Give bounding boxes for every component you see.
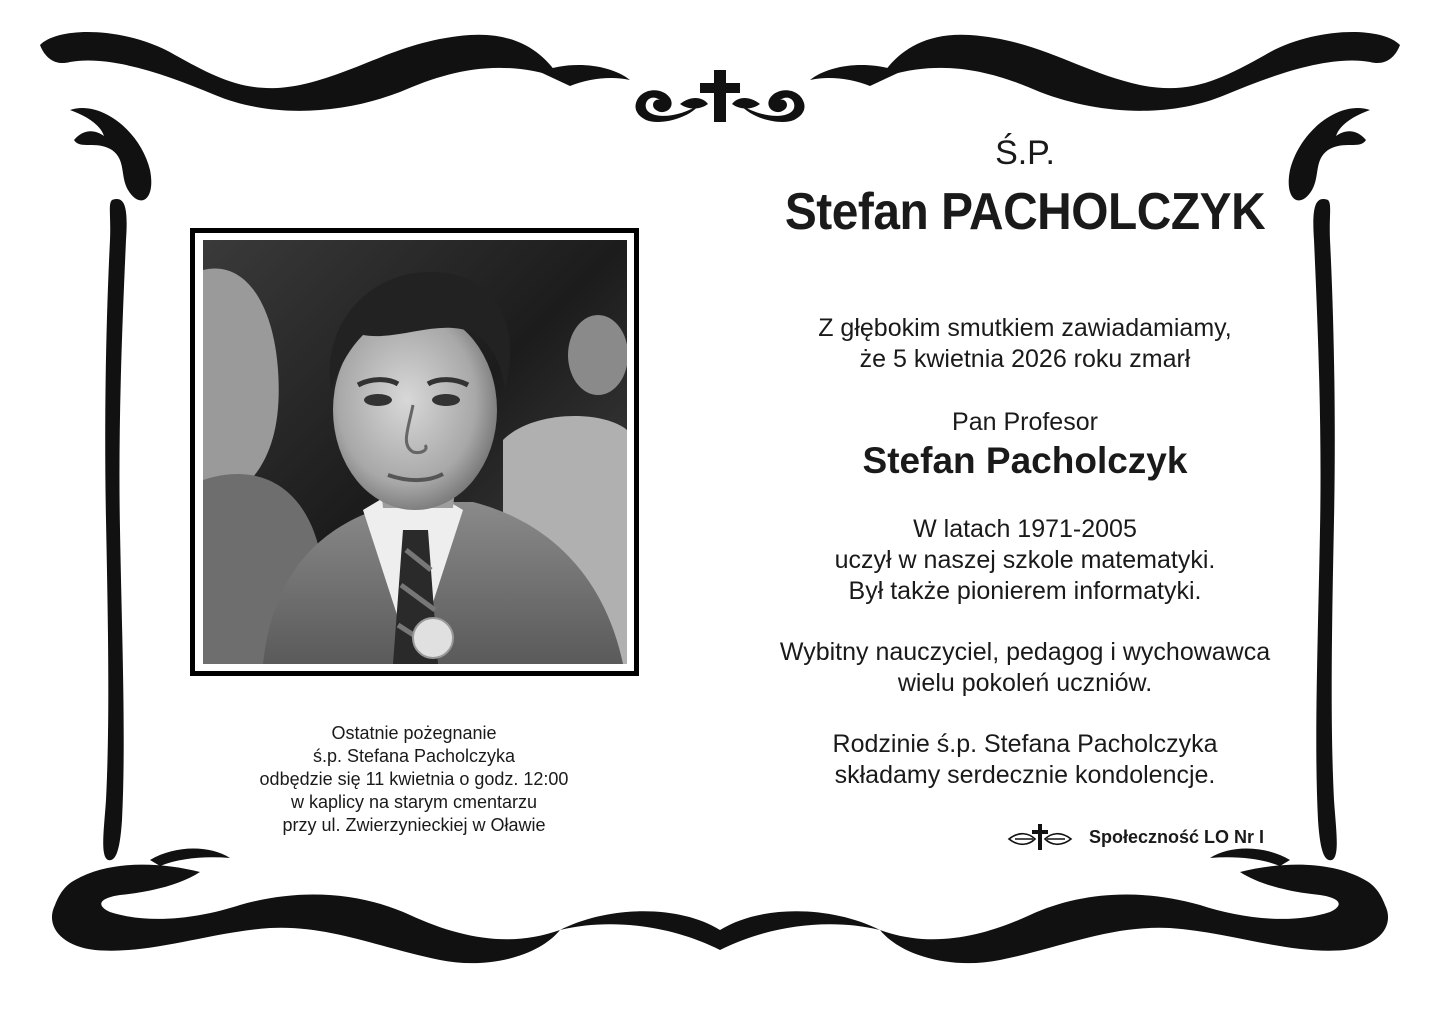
farewell-line: ś.p. Stefana Pacholczyka [312,746,516,766]
cross-with-scrolls-icon [635,70,804,122]
portrait-photo [203,240,627,664]
cross-with-leaves-icon [1005,821,1075,853]
tribute-line: wielu pokoleń uczniów. [897,669,1153,697]
tribute-line: Wybitny nauczyciel, pedagog i wychowawca [779,638,1271,666]
career-line: W latach 1971-2005 [913,515,1137,543]
career-line: Był także pionierem informatyki. [848,577,1202,605]
condolences-text [730,729,1320,791]
intro-line: Z głębokim smutkiem zawiadamiamy, [818,314,1232,342]
farewell-line: w kaplicy na starym cmentarzu [290,792,538,812]
tribute-text [730,637,1320,699]
career-text [730,514,1320,607]
farewell-line: Ostatnie pożegnanie [331,723,497,743]
career-line: uczył w naszej szkole matematyki. [834,546,1216,574]
header-name: Stefan PACHOLCZYK [784,183,1266,241]
signature-label: Społeczność LO Nr I [1089,826,1265,847]
farewell-line: przy ul. Zwierzynieckiej w Oławie [282,815,546,835]
intro-text [730,313,1320,375]
farewell-notice [220,722,608,837]
deceased-name: Stefan Pacholczyk [862,440,1188,481]
signature [1005,821,1264,853]
intro-line: że 5 kwietnia 2026 roku zmarł [859,345,1191,373]
honorific: Ś.P. [995,134,1055,172]
condolences-line: składamy serdecznie kondolencje. [834,761,1216,789]
condolences-line: Rodzinie ś.p. Stefana Pacholczyka [832,730,1218,758]
title-text: Pan Profesor [952,408,1098,436]
farewell-line: odbędzie się 11 kwietnia o godz. 12:00 [259,769,569,789]
